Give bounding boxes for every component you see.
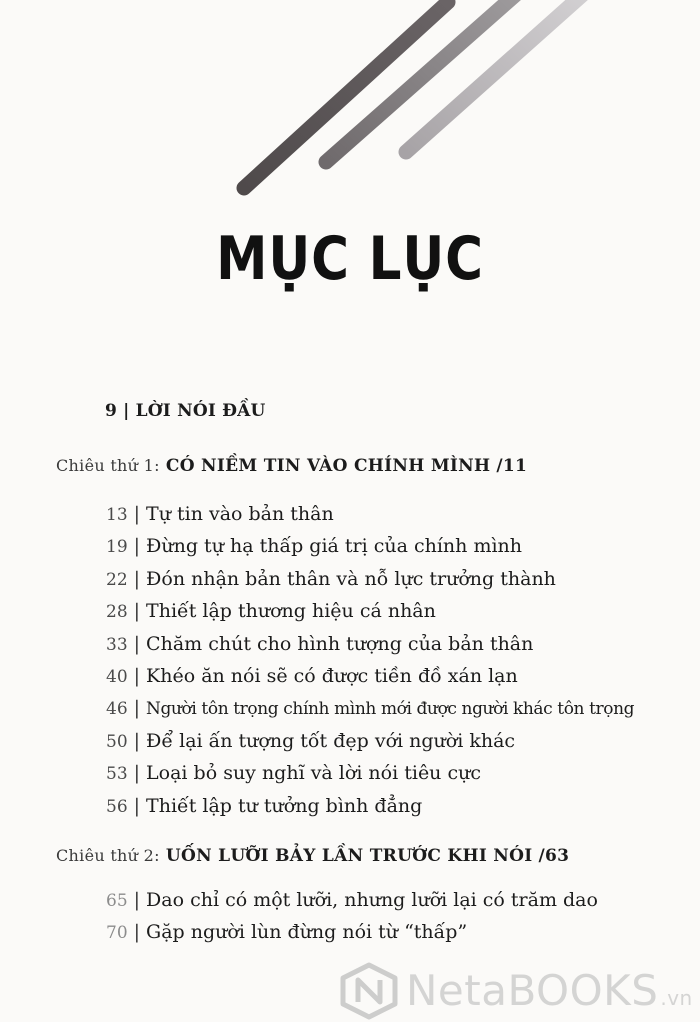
netabooks-logo-icon xyxy=(338,962,400,1020)
entry-separator: | xyxy=(133,600,141,623)
entry-page: 28 xyxy=(106,602,128,623)
entry-page: 13 xyxy=(106,505,128,525)
entry-separator: | xyxy=(133,697,141,720)
entry-title: Đón nhận bản thân và nỗ lực trưởng thành xyxy=(146,567,556,590)
entry-title: Thiết lập thương hiệu cá nhân xyxy=(146,600,436,623)
chapter-prefix: Chiêu thứ 2: xyxy=(56,846,160,865)
entry-page: 56 xyxy=(106,796,128,817)
entry-title: Tự tin vào bản thân xyxy=(146,503,334,525)
watermark-brand: NetaBOOKS xyxy=(406,966,659,1015)
chapter-prefix: Chiêu thứ 1: xyxy=(56,456,160,475)
entry-separator: | xyxy=(133,632,141,655)
entry-separator: | xyxy=(133,503,141,525)
entry-separator: | xyxy=(133,729,141,752)
entry-separator: | xyxy=(133,762,141,785)
chapter-title: CÓ NIỀM TIN VÀO CHÍNH MÌNH xyxy=(165,456,491,476)
toc-entry xyxy=(106,918,598,950)
entry-page: 46 xyxy=(106,699,128,720)
entry-title: Để lại ấn tượng tốt đẹp với người khác xyxy=(146,729,516,752)
toc-entry xyxy=(106,565,634,597)
entry-separator: | xyxy=(133,889,141,911)
entry-separator: | xyxy=(133,921,141,944)
toc-entry xyxy=(106,630,634,662)
toc-entry xyxy=(106,792,634,824)
toc-entry xyxy=(106,532,634,564)
entry-separator: | xyxy=(133,535,141,558)
entry-page: 19 xyxy=(106,537,128,558)
toc-entry xyxy=(106,759,634,791)
chapter-page: /63 xyxy=(538,846,570,866)
entry-separator: | xyxy=(133,794,141,817)
entry-page: 53 xyxy=(106,764,128,785)
entry-page: 70 xyxy=(106,923,128,944)
page-title: MỤC LỤC xyxy=(216,224,484,294)
toc-entry xyxy=(106,727,634,759)
entry-title: Chăm chút cho hình tượng của bản thân xyxy=(146,632,534,655)
chapter-heading-1 xyxy=(56,455,527,476)
entry-title: Người tôn trọng chính mình mới được người khác tôn trọng xyxy=(146,699,635,720)
watermark-suffix: .vn xyxy=(660,986,693,1010)
decorative-stripes xyxy=(0,0,700,220)
toc-entry xyxy=(106,597,634,629)
toc-entry xyxy=(106,662,634,694)
entry-page: 40 xyxy=(106,666,128,687)
entry-page: 22 xyxy=(106,569,128,590)
entry-title: Gặp người lùn đừng nói từ “thấp” xyxy=(146,921,468,944)
chapter-page: /11 xyxy=(496,456,528,476)
entry-page: 50 xyxy=(106,731,128,752)
entry-title: Loại bỏ suy nghĩ và lời nói tiêu cực xyxy=(146,762,481,785)
entry-title: Dao chỉ có một lưỡi, nhưng lưỡi lại có trăm dao xyxy=(146,889,598,911)
entry-title: Đừng tự hạ thấp giá trị của chính mình xyxy=(146,535,523,558)
intro-entry: 9 | LỜI NÓI ĐẦU xyxy=(105,401,266,421)
entry-page: 33 xyxy=(106,634,128,655)
toc-entry xyxy=(106,886,598,918)
chapter-title: UỐN LƯỠI BẢY LẦN TRƯỚC KHI NÓI xyxy=(165,846,533,866)
entry-title: Khéo ăn nói sẽ có được tiền đồ xán lạn xyxy=(146,664,518,687)
entry-page: 65 xyxy=(106,891,128,911)
toc-entry xyxy=(106,694,634,726)
chapter-heading-2 xyxy=(56,845,569,866)
toc-entry xyxy=(106,500,634,532)
chapter-1-entries xyxy=(106,500,634,824)
chapter-2-entries xyxy=(106,886,598,951)
watermark xyxy=(338,962,700,1022)
entry-separator: | xyxy=(133,567,141,590)
entry-separator: | xyxy=(133,664,141,687)
watermark-text xyxy=(406,966,693,1015)
entry-title: Thiết lập tư tưởng bình đẳng xyxy=(146,794,423,817)
stripe-dark xyxy=(244,2,448,188)
